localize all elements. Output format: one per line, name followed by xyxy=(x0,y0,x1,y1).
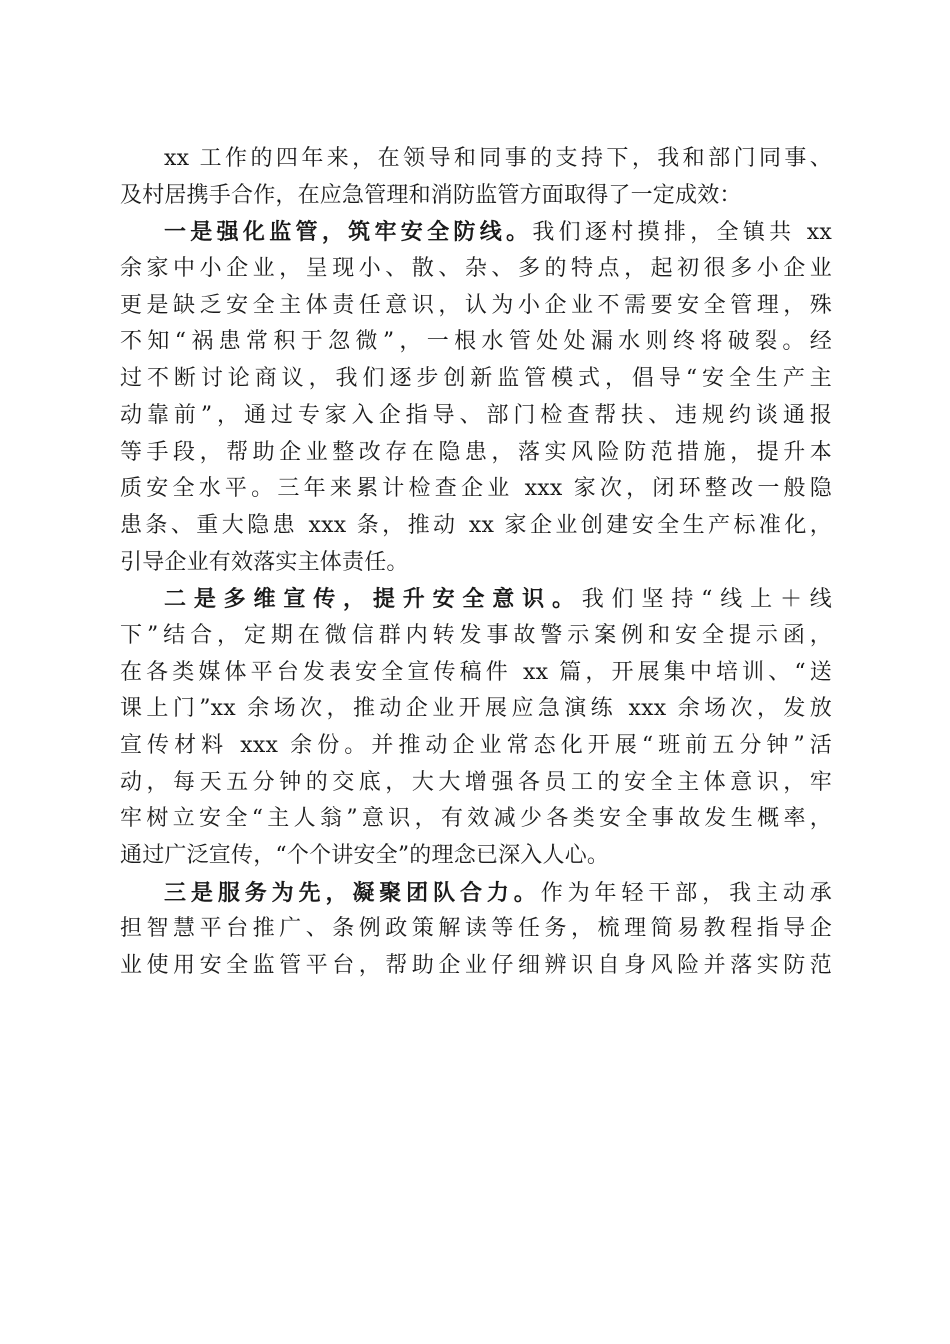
section3-heading: 三是服务为先，凝聚团队合力。 xyxy=(164,879,541,906)
section3-first-line xyxy=(120,875,832,912)
section2-first-line xyxy=(120,581,832,618)
section1-line: 过不断讨论商议，我们逐步创新监管模式，倡导“安全生产主 xyxy=(120,366,832,392)
section1-first-text: 我们逐村摸排，全镇共 xx xyxy=(532,220,832,246)
section2-line: 课上门”xx 余场次，推动企业开展应急演练 xxx 余场次，发放 xyxy=(120,696,832,722)
section1-first-line xyxy=(120,214,832,251)
section2-line: 下”结合，定期在微信群内转发事故警示案例和安全提示函， xyxy=(120,622,832,648)
section2-line: 在各类媒体平台发表安全宣传稿件 xx 篇，开展集中培训、“送 xyxy=(120,659,832,685)
intro-line-1: xx 工作的四年来，在领导和同事的支持下，我和部门同事、 xyxy=(164,146,832,171)
intro-line-2: 及村居携手合作，在应急管理和消防监管方面取得了一定成效： xyxy=(120,182,742,208)
section3-line: 业使用安全监管平台，帮助企业仔细辨识自身风险并落实防范 xyxy=(120,953,832,979)
section2-line: 动，每天五分钟的交底，大大增强各员工的安全主体意识，牢 xyxy=(120,769,832,795)
section2-heading: 二是多维宣传，提升安全意识。 xyxy=(164,586,582,613)
section1-line: 余家中小企业，呈现小、散、杂、多的特点，起初很多小企业 xyxy=(120,256,832,282)
section2-first-text: 我们坚持“线上＋线 xyxy=(581,587,832,613)
section2-line: 牢树立安全“主人翁”意识，有效减少各类安全事故发生概率， xyxy=(120,806,832,832)
section3-line: 担智慧平台推广、条例政策解读等任务，梳理简易教程指导企 xyxy=(120,916,832,942)
section1-line: 患条、重大隐患 xxx 条，推动 xx 家企业创建安全生产标准化， xyxy=(120,512,832,538)
section1-line: 引导企业有效落实主体责任。 xyxy=(120,549,409,575)
document-body xyxy=(120,141,832,985)
section2-line: 通过广泛宣传，“个个讲安全”的理念已深入人心。 xyxy=(120,843,610,869)
section3-first-text: 作为年轻干部，我主动承 xyxy=(540,880,832,906)
section1-line: 不知“祸患常积于忽微”，一根水管处处漏水则终将破裂。经 xyxy=(120,329,832,355)
section1-heading: 一是强化监管，筑牢安全防线。 xyxy=(164,219,533,246)
section1-line: 更是缺乏安全主体责任意识，认为小企业不需要安全管理，殊 xyxy=(120,292,832,318)
section1-line: 质安全水平。三年来累计检查企业 xxx 家次，闭环整改一般隐 xyxy=(120,476,832,502)
section2-line: 宣传材料 xxx 余份。并推动企业常态化开展“班前五分钟”活 xyxy=(120,733,832,758)
section1-line: 等手段，帮助企业整改存在隐患，落实风险防范措施，提升本 xyxy=(120,439,832,465)
section1-line: 动靠前”，通过专家入企指导、部门检查帮扶、违规约谈通报 xyxy=(120,402,832,428)
